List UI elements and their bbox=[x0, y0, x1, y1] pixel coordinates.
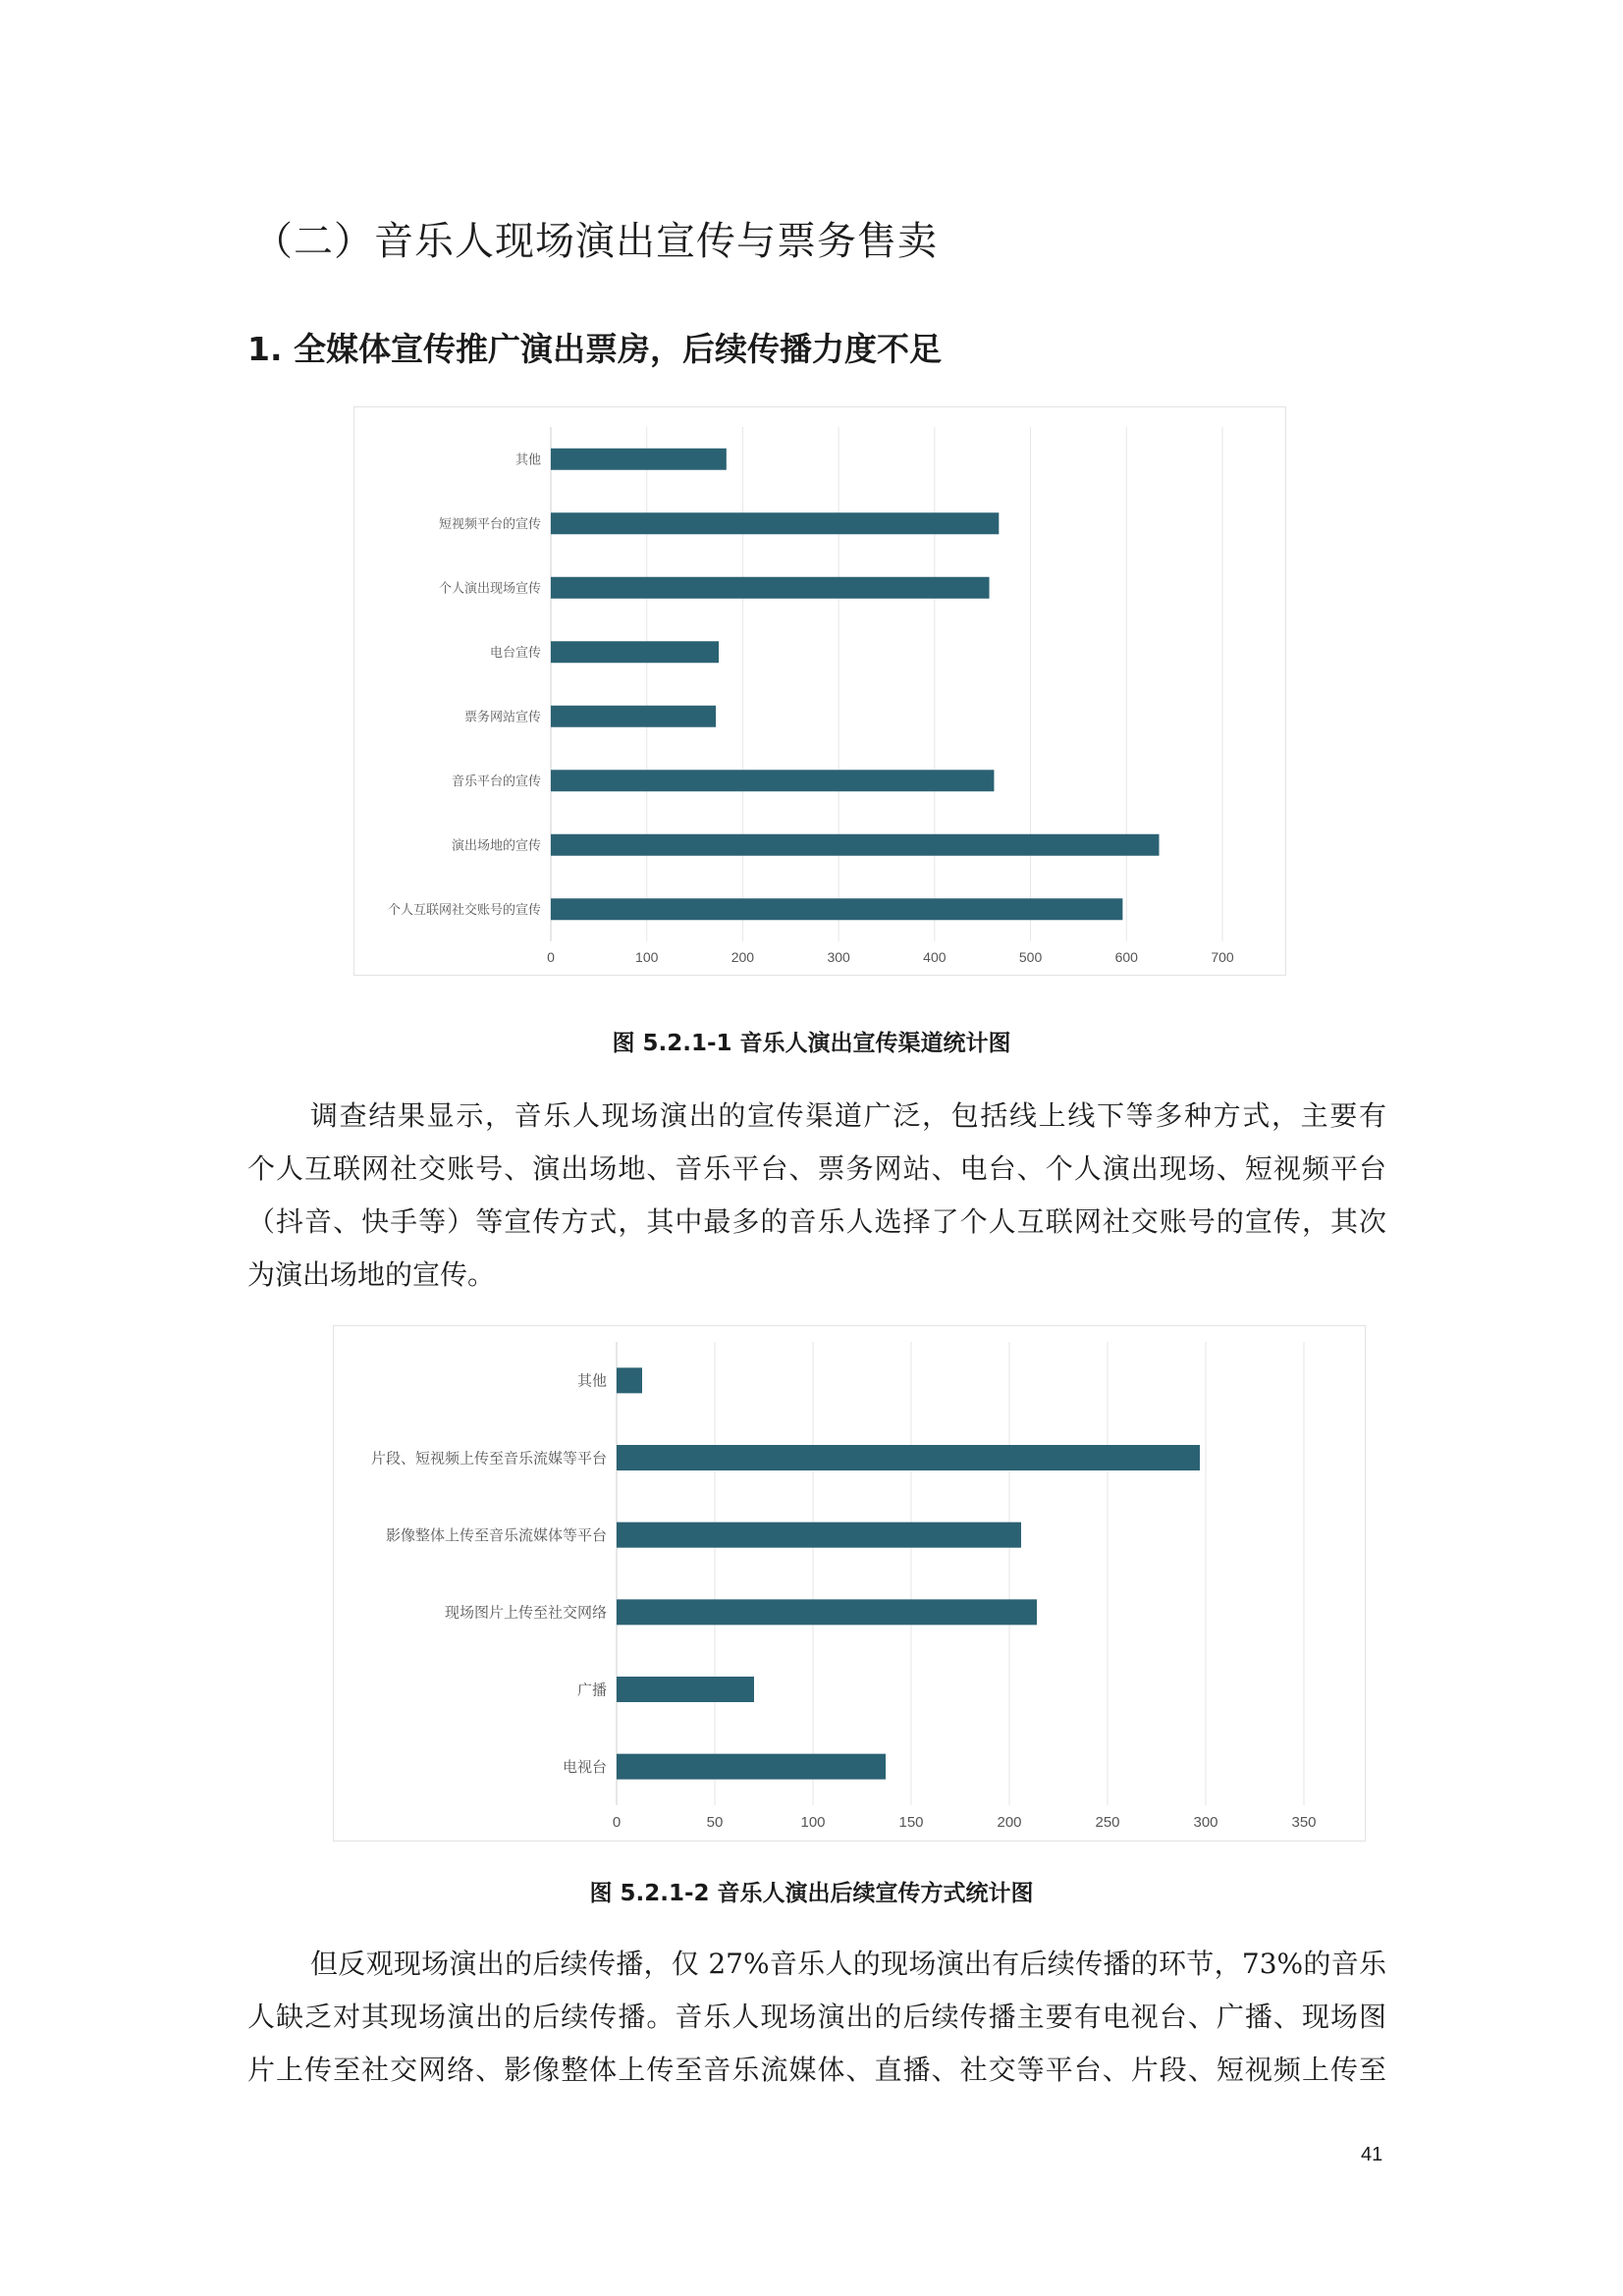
chart-2-tick-label: 0 bbox=[612, 1814, 622, 1831]
chart-2-tick-label: 150 bbox=[898, 1814, 924, 1831]
paragraph-2-line: 片上传至社交网络、影像整体上传至音乐流媒体、直播、社交等平台、片段、短视频上传至 bbox=[247, 2054, 1386, 2086]
chart-2-bar bbox=[617, 1445, 1200, 1470]
paragraph-1-line: 调查结果显示，音乐人现场演出的宣传渠道广泛，包括线上线下等多种方式，主要有 bbox=[310, 1099, 1386, 1132]
chart-2-tick-label: 350 bbox=[1291, 1814, 1317, 1831]
sub-title: 1. 全媒体宣传推广演出票房，后续传播力度不足 bbox=[247, 330, 942, 368]
chart-2-bar bbox=[617, 1677, 754, 1702]
chart-1-category-label: 电台宣传 bbox=[489, 645, 541, 661]
chart-1-category-label: 其他 bbox=[514, 453, 541, 468]
chart-2-bar bbox=[617, 1367, 642, 1393]
chart-2-container bbox=[333, 1325, 1366, 1842]
chart-2-category-label: 现场图片上传至社交网络 bbox=[444, 1603, 607, 1622]
figure-1-caption: 图 5.2.1-1 音乐人演出宣传渠道统计图 bbox=[612, 1031, 1011, 1056]
chart-1-tick-label: 600 bbox=[1114, 949, 1138, 965]
chart-1-category-label: 演出场地的宣传 bbox=[451, 838, 541, 854]
chart-2-bar bbox=[617, 1522, 1021, 1548]
chart-1-bar bbox=[551, 898, 1122, 920]
paragraph-2 bbox=[247, 1938, 1386, 2097]
chart-1-category-label: 个人演出现场宣传 bbox=[438, 581, 541, 597]
chart-1 bbox=[354, 407, 1285, 975]
paragraph-1-line: （抖音、快手等）等宣传方式，其中最多的音乐人选择了个人互联网社交账号的宣传，其次 bbox=[247, 1205, 1386, 1238]
chart-2-tick-label: 300 bbox=[1193, 1814, 1218, 1831]
paragraph-2-line: 人缺乏对其现场演出的后续传播。音乐人现场演出的后续传播主要有电视台、广播、现场图 bbox=[247, 2001, 1386, 2033]
chart-2 bbox=[334, 1326, 1365, 1841]
chart-1-category-label: 音乐平台的宣传 bbox=[451, 774, 541, 789]
chart-1-bar bbox=[551, 577, 990, 599]
chart-2-tick-label: 50 bbox=[706, 1814, 724, 1831]
chart-1-tick-label: 100 bbox=[635, 949, 659, 965]
chart-1-tick-label: 400 bbox=[923, 949, 947, 965]
chart-1-bar bbox=[551, 770, 994, 791]
chart-1-tick-label: 500 bbox=[1018, 949, 1043, 965]
chart-1-bar bbox=[551, 834, 1160, 856]
chart-1-bar bbox=[551, 641, 719, 663]
chart-1-tick-label: 700 bbox=[1211, 949, 1234, 965]
paragraph-1 bbox=[247, 1090, 1386, 1302]
chart-2-category-label: 其他 bbox=[576, 1371, 607, 1390]
chart-2-tick-label: 200 bbox=[997, 1814, 1022, 1831]
section-title: （二）音乐人现场演出宣传与票务售卖 bbox=[253, 219, 938, 264]
chart-1-tick-label: 300 bbox=[827, 949, 850, 965]
figure-2-caption: 图 5.2.1-2 音乐人演出后续宣传方式统计图 bbox=[589, 1881, 1034, 1906]
chart-1-bar bbox=[551, 512, 999, 534]
paragraph-1-line: 个人互联网社交账号、演出场地、音乐平台、票务网站、电台、个人演出现场、短视频平台 bbox=[247, 1152, 1386, 1185]
chart-1-tick-label: 0 bbox=[547, 949, 555, 965]
chart-2-category-label: 广播 bbox=[576, 1681, 607, 1699]
page-number: 41 bbox=[1361, 2144, 1383, 2165]
chart-2-category-label: 影像整体上传至音乐流媒体等平台 bbox=[385, 1526, 607, 1545]
chart-1-bar bbox=[551, 706, 716, 727]
chart-1-container bbox=[353, 406, 1286, 976]
chart-1-bar bbox=[551, 449, 727, 470]
chart-1-tick-label: 200 bbox=[730, 949, 755, 965]
chart-2-bar bbox=[617, 1754, 886, 1780]
chart-2-bar bbox=[617, 1599, 1037, 1625]
paragraph-1-line: 为演出场地的宣传。 bbox=[247, 1258, 496, 1291]
chart-2-category-label: 电视台 bbox=[562, 1758, 607, 1777]
paragraph-2-line: 但反观现场演出的后续传播，仅 27%音乐人的现场演出有后续传播的环节，73%的音乐 bbox=[310, 1948, 1386, 1980]
chart-2-category-label: 片段、短视频上传至音乐流媒等平台 bbox=[370, 1449, 607, 1468]
chart-2-tick-label: 250 bbox=[1095, 1814, 1120, 1831]
chart-1-category-label: 个人互联网社交账号的宣传 bbox=[387, 902, 541, 918]
chart-1-category-label: 票务网站宣传 bbox=[463, 710, 541, 725]
chart-2-tick-label: 100 bbox=[800, 1814, 826, 1831]
chart-1-category-label: 短视频平台的宣传 bbox=[438, 516, 541, 532]
